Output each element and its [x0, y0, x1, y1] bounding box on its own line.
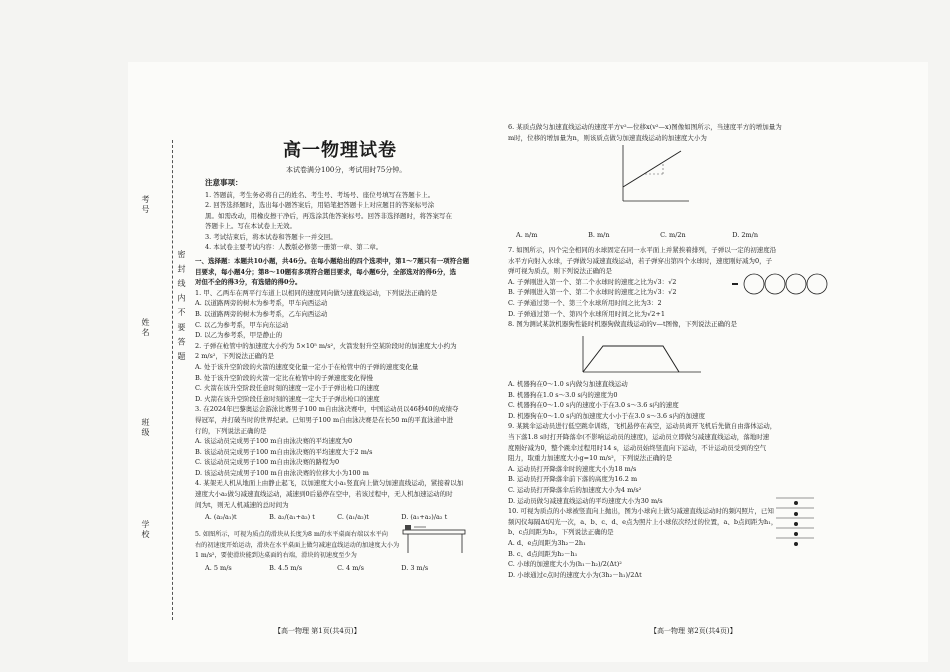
question-line: A. 以道路两旁的树木为参考系，甲车向西运动	[195, 299, 328, 308]
question-line: 2. 子弹在枪管中的加速度大小约为 5×10⁵ m/s²，火箭发射升空某阶段时的加速度大小约为	[195, 341, 457, 350]
question-line: C. 小球的加速度大小为(h₁－h₂)/2(Δt)²	[508, 560, 622, 569]
seal-text: 密 封 线 内 不 要 答 题	[177, 250, 186, 362]
question-line: 2 m/s²，下列说法正确的是	[195, 352, 274, 361]
q4-option-c: C. (a₁/a₂)t	[337, 513, 369, 521]
question-line: B. 以道路两旁的树木为参考系，乙车向西运动	[195, 309, 328, 318]
question-line: C. 运动员打开降落伞后的加速度大小为4 m/s²	[508, 485, 642, 494]
strobe-photo-figure	[770, 494, 820, 550]
q6-text	[508, 122, 782, 143]
question-line: A. 运动员打开降落伞时的速度大小为18 m/s	[508, 464, 637, 473]
notice-title: 注意事项：	[205, 178, 243, 187]
question-line: B. c、d点间距为h₂－h₁	[508, 549, 578, 558]
q6-options	[516, 230, 758, 241]
question-line: 1. 甲、乙两车在两平行车道上以相同的速度同向做匀速直线运动，下列说法正确的是	[195, 288, 438, 297]
name-label: 姓名	[141, 318, 150, 338]
question-line: 度刚好减为0，整个跳伞过程用时14 s，运动员始终竖直向下运动，不计运动员受到的空气	[508, 443, 767, 452]
question-line: C. 机器狗在0～1.0 s内的速度小于在3.0 s～3.6 s内的速度	[508, 401, 679, 410]
q4-option-a: A. (a₂/a₁)t	[205, 513, 237, 521]
v2-x-graph	[615, 143, 691, 205]
water-balls-figure	[726, 272, 830, 298]
question-line: 速度大小a₂做匀减速直线运动，减速到0后悬停在空中，若该过程中，无人机加速运动的时	[195, 490, 453, 499]
question-line: C. 火箭在该升空阶段任意时刻的速度一定小于子弹出枪口的速度	[195, 384, 380, 393]
question-line: C. 以乙为参考系，甲车向东运动	[195, 320, 289, 329]
question-line: 当下落1.8 s时打开降落伞(不影响运动员的速度)，运动员立即做匀减速直线运动，落地时速	[508, 432, 770, 441]
class-label: 班级	[141, 418, 150, 438]
question-line: B. 机器狗在1.0 s～3.0 s内的速度为0	[508, 390, 618, 399]
footer-right: 【高一物理 第2页(共4页)】	[650, 627, 737, 635]
question-line: 10. 可视为质点的小球被竖直向上抛出，图为小球向上做匀减速直线运动时的频闪照片，已知	[508, 507, 774, 516]
question-line: m时，位移的增加量为n，则该质点做匀加速直线运动的加速度大小为	[508, 133, 707, 142]
question-line: D. 运动员做匀减速直线运动的平均速度大小为30 m/s	[508, 496, 663, 505]
q4-option-d: D. (a₁+a₂)/a₂ t	[401, 513, 448, 521]
question-line: 6. 某质点做匀加速直线运动的速度平方v²—位移x(v²—x)图像如图所示，当速度平方的增加量为	[508, 123, 782, 131]
q5-option-d: D. 3 m/s	[401, 564, 429, 572]
question-line: C. 该运动员完成男子100 m自由泳决赛的路程为0	[195, 458, 340, 467]
left-column	[195, 256, 469, 510]
q5-option-b: B. 4.5 m/s	[269, 564, 303, 572]
question-line: 得冠军，并打破当时的世界纪录。已知男子100 m自由泳决赛是在长50 m的平直泳道中进	[195, 415, 454, 424]
question-line: C. 子弹通过第一个、第三个水球所用时间之比为3：2	[508, 298, 662, 307]
question-line: 右的初速度开始运动，滑块在水平桌面上做匀减速直线运动的加速度大小为	[195, 541, 400, 549]
page-title: 高一物理试卷	[283, 140, 397, 161]
question-line: 5. 如图所示，可视为质点的滑块从长度为8 m的水平桌面右端以水平向	[195, 531, 388, 538]
seal-line	[172, 140, 173, 620]
q6-option-d: D. 2m/n	[732, 231, 759, 239]
q4-option-b: B. a₂/(a₁+a₂) t	[269, 513, 315, 521]
notice-list	[205, 190, 452, 252]
q5-option-c: C. 4 m/s	[337, 564, 364, 572]
question-line: A. 该运动员完成男子100 m自由泳决赛的平均速度为0	[195, 437, 353, 446]
notice-item: 4. 本试卷主要考试内容：人教版必修第一册第一章、第二章。	[205, 243, 383, 252]
exam-no-label: 考号	[141, 195, 150, 215]
section-line: 一、选择题：本题共10小题，共46分。在每小题给出的四个选项中，第1～7题只有一项符合题	[195, 257, 470, 265]
question-line: 弹可视为质点，则下列说法正确的是	[508, 267, 612, 276]
question-line: B. 子弹刚进入第一个、第二个水球时的速度之比为√3：√2	[508, 288, 677, 297]
question-line: b、c点间距为h₂，下列说法正确的是	[508, 528, 614, 537]
question-line: A. 处于该升空阶段的火箭的速度变化量一定小于在枪管中的子弹的速度变化量	[195, 362, 419, 371]
table-figure	[400, 520, 470, 554]
question-line: 7. 如图所示，四个完全相同的水球固定在同一水平面上并紧挨着排列，子弹以一定的初速度沿	[508, 246, 777, 254]
footer-left: 【高一物理 第1页(共4页)】	[274, 627, 361, 635]
question-line: 行的，下列说法正确的是	[195, 426, 267, 435]
question-line: B. 该运动员完成男子100 m自由泳决赛的平均速度大于2 m/s	[195, 447, 373, 456]
q6-option-b: B. m/n	[588, 231, 610, 239]
subtitle: 本试卷满分100分，考试用时75分钟。	[286, 166, 407, 174]
section-line: 目要求，每小题4分；第8～10题有多项符合题目要求，每小题6分，全部选对的得6分，选	[195, 267, 457, 276]
question-line: 4. 某架无人机从地面上由静止起飞，以加速度大小a₁竖直向上做匀加速直线运动，紧接着以加	[195, 479, 464, 488]
question-line: 间为t，则无人机减速的总时间为	[195, 500, 289, 509]
question-line: A. 机器狗在0～1.0 s内做匀加速直线运动	[508, 380, 628, 388]
q6-option-c: C. m/2n	[660, 231, 686, 239]
v-t-graph	[575, 334, 705, 376]
notice-item: 2. 回答选择题时，选出每小题答案后，用铅笔把答题卡上对应题目的答案标号涂	[205, 201, 435, 210]
question-line: A. 子弹刚进入第一个、第二个水球时的速度之比为√3：√2	[508, 277, 677, 286]
question-line: B. 处于该升空阶段的火箭一定比在枪管中的子弹速度变化得慢	[195, 373, 373, 382]
notice-item: 1. 答题前，考生务必将自己的姓名、考生号、考场号、座位号填写在答题卡上。	[205, 191, 435, 199]
q5-text	[195, 530, 399, 562]
question-line: D. 小球通过c点时的速度大小为(3h₂－h₁)/2Δt	[508, 570, 642, 579]
notice-item: 答题卡上。写在本试卷上无效。	[205, 222, 296, 231]
q6-option-a: A. n/m	[516, 231, 538, 239]
q8-q10-text	[508, 379, 777, 580]
question-line: 水平方向射入水球，子弹做匀减速直线运动，若子弹穿出第四个水球时，速度刚好减为0，子	[508, 256, 773, 265]
notice-item: 3. 考试结束后，将本试卷和答题卡一并交回。	[205, 232, 337, 241]
school-label: 学校	[141, 520, 150, 540]
question-line: 频闪仪每隔Δt闪光一次，a、b、c、d、e点为照片上小球依次经过的位置，a、b点间距为h₁，	[508, 517, 778, 526]
q5-options	[205, 563, 428, 574]
question-line: 1 m/s²，要使滑块能到达桌面的右端，滑块的初速度至少为	[195, 552, 357, 560]
question-line: D. 子弹通过第一个、第四个水球所用时间之比为√2+1	[508, 309, 665, 318]
question-line: D. 火箭在该升空阶段任意时刻的速度一定大于子弹出枪口的速度	[195, 394, 380, 403]
question-line: A. d、e点间距为3h₂－2h₁	[508, 538, 586, 547]
notice-item: 黑。如需改动，用橡皮擦干净后，再选涂其他答案标号。回答非选择题时，将答案写在	[205, 211, 452, 220]
section-line: 对但不全的得3分，有选错的得0分。	[195, 278, 302, 287]
question-line: 8. 图为测试某款机器狗性能时机器狗做直线运动的v—t图像，下列说法正确的是	[508, 320, 738, 329]
question-line: 阻力，取重力加速度大小g=10 m/s²，下列说法正确的是	[508, 454, 673, 463]
question-line: D. 该运动员完成男子100 m自由泳决赛的位移大小为100 m	[195, 468, 369, 477]
question-line: 9. 某跳伞运动员进行低空跳伞训练，飞机悬停在高空，运动员离开飞机后先做自由落体运动，	[508, 422, 777, 431]
question-line: 3. 在2024年巴黎奥运会游泳比赛男子100 m自由泳决赛中，中国运动员以46秒40的成绩夺	[195, 405, 459, 414]
question-line: D. 机器狗在0～1.0 s内的加速度大小小于在3.0 s～3.6 s内的加速度	[508, 411, 705, 420]
q5-option-a: A. 5 m/s	[205, 564, 232, 572]
question-line: B. 运动员打开降落伞前下落的高度为16.2 m	[508, 475, 638, 484]
question-line: D. 以乙为参考系，甲是静止的	[195, 331, 283, 340]
